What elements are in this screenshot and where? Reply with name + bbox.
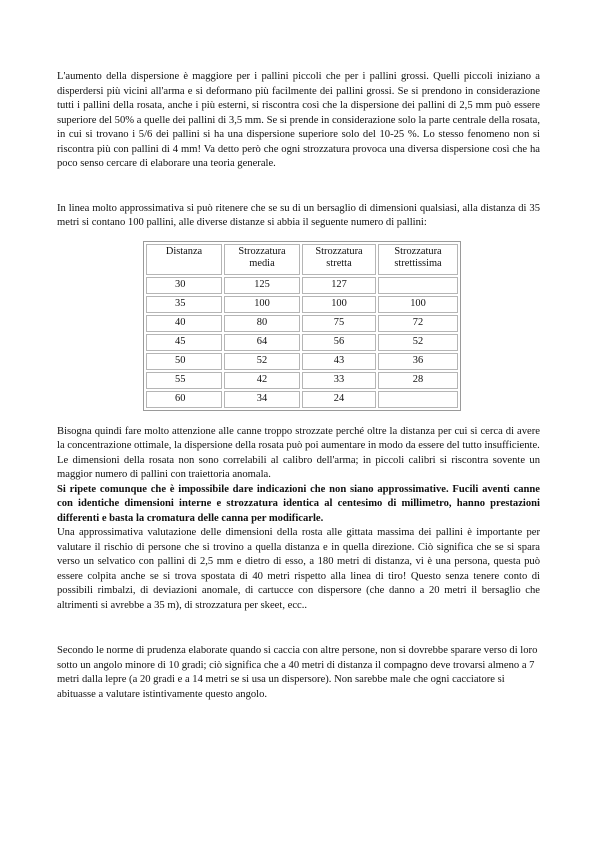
table-row — [146, 296, 458, 313]
cell-media: 64 — [224, 334, 300, 351]
header-strozzatura-strettissima: Strozzatura strettissima — [378, 244, 458, 275]
pellet-count-table — [143, 241, 461, 411]
table-row — [146, 315, 458, 332]
cell-stretta: 43 — [302, 353, 376, 370]
pellet-count-table-wrapper — [143, 241, 540, 411]
table-row — [146, 277, 458, 294]
cell-distanza: 60 — [146, 391, 222, 408]
document-page — [57, 70, 540, 702]
paragraph-gittata-rischio: Una approssimativa valutazione delle dimensioni della rosta alle gittata massima dei pallini è importante per valutare il rischio di persone che si trovino a quella distanza e in quella direzione. Ciò significa che se si spara verso un selvatico con pallini di 2,5 mm e dietro di esso, a 180 metri di distanza, vi è una persona, questa può essere colpita anche se si trova spostata di 40 metri rispetto alla linea di tiro! Questo senza tenere conto di possibili rimbalzi, di deviazioni anomale, di cartucce con dispersore (che danno a 20 metri il bersaglio che altrimenti si avrebbe a 35 m), di strozzatura per skeet, ecc.. — [57, 527, 540, 611]
table-row — [146, 353, 458, 370]
table-header-row — [146, 244, 458, 275]
header-distanza: Distanza — [146, 244, 222, 275]
paragraph-norme-prudenza: Secondo le norme di prudenza elaborate quando si caccia con altre persone, non si dovrebbe sparare verso di loro sotto un angolo minore di 10 gradi; ciò significa che a 40 metri di distanza il compagno deve trovarsi almeno a 7 metri dalla lepre (a 20 gradi e a 14 metri se si usa un dispersore). Non sarebbe male che ogni cacciatore si abituasse a valutare istintivamente questo angolo. — [57, 645, 538, 700]
cell-strettissima: 28 — [378, 372, 458, 389]
cell-distanza: 30 — [146, 277, 222, 294]
cell-media: 125 — [224, 277, 300, 294]
cell-strettissima: 100 — [378, 296, 458, 313]
cell-media: 80 — [224, 315, 300, 332]
paragraph-bold-disclaimer: Si ripete comunque che è impossibile dare indicazioni che non siano approssimative. Fucili aventi canne con identiche dimensioni interne e strozzatura identica al centesimo di millimetro, hanno prestazioni differenti e basta la cromatura delle canna per modificarle. — [57, 483, 540, 524]
table-row — [146, 391, 458, 408]
cell-distanza: 55 — [146, 372, 222, 389]
cell-distanza: 45 — [146, 334, 222, 351]
header-strozzatura-media: Strozzatura media — [224, 244, 300, 275]
cell-media: 100 — [224, 296, 300, 313]
cell-distanza: 40 — [146, 315, 222, 332]
paragraph-dispersion-intro: L'aumento della dispersione è maggiore per i pallini piccoli che per i pallini grossi. Quelli piccoli iniziano a disperdersi più vicini all'arma e si deformano più facilmente dei pallini grossi. Se si prendono in considerazione tutti i pallini della rosata, anche i più esterni, si riscontra così che la dispersione dei pallini di 2,5 mm può essere superiore del 50% a quelle dei pallini di 3,5 mm. Se si prende in considerazione solo la parte centrale della rosata, in cui si trovano i 5/6 dei pallini si ha una dispersione superiore solo del 10-25 %. Lo stesso fenomeno non si riscontra più con pallini di 4 mm! Va detto però che ogni strozzatura provoca una diversa dispersione così che ha poco senso cercare di elaborare una teoria generale. — [57, 71, 540, 169]
cell-media: 42 — [224, 372, 300, 389]
cell-strettissima: 72 — [378, 315, 458, 332]
cell-stretta: 56 — [302, 334, 376, 351]
cell-strettissima: 52 — [378, 334, 458, 351]
cell-distanza: 35 — [146, 296, 222, 313]
paragraph-strozzate-warning: Bisogna quindi fare molto attenzione alle canne troppo strozzate perché oltre la distanza per cui si cerca di avere la concentrazione ottimale, la dispersione della rosata può poi aumentare in modo da essere del tutto insufficiente. — [57, 425, 540, 451]
header-strozzatura-stretta: Strozzatura stretta — [302, 244, 376, 275]
cell-stretta: 127 — [302, 277, 376, 294]
cell-media: 34 — [224, 391, 300, 408]
table-row — [146, 334, 458, 351]
paragraph-rosata-calibro: Le dimensioni della rosata non sono correlabili al calibro dell'arma; in piccoli calibri si riscontra sovente un maggior numero di pallini con traiettoria anomala. — [57, 454, 540, 480]
cell-stretta: 75 — [302, 315, 376, 332]
cell-strettissima — [378, 277, 458, 294]
paragraph-table-intro: In linea molto approssimativa si può ritenere che se su di un bersaglio di dimensioni qualsiasi, alla distanza di 35 metri si contano 100 pallini, alle diverse distanze si abbia il seguente numero di pallini: — [57, 202, 540, 228]
cell-stretta: 33 — [302, 372, 376, 389]
table-row — [146, 372, 458, 389]
cell-distanza: 50 — [146, 353, 222, 370]
cell-strettissima — [378, 391, 458, 408]
cell-stretta: 24 — [302, 391, 376, 408]
cell-stretta: 100 — [302, 296, 376, 313]
cell-strettissima: 36 — [378, 353, 458, 370]
cell-media: 52 — [224, 353, 300, 370]
